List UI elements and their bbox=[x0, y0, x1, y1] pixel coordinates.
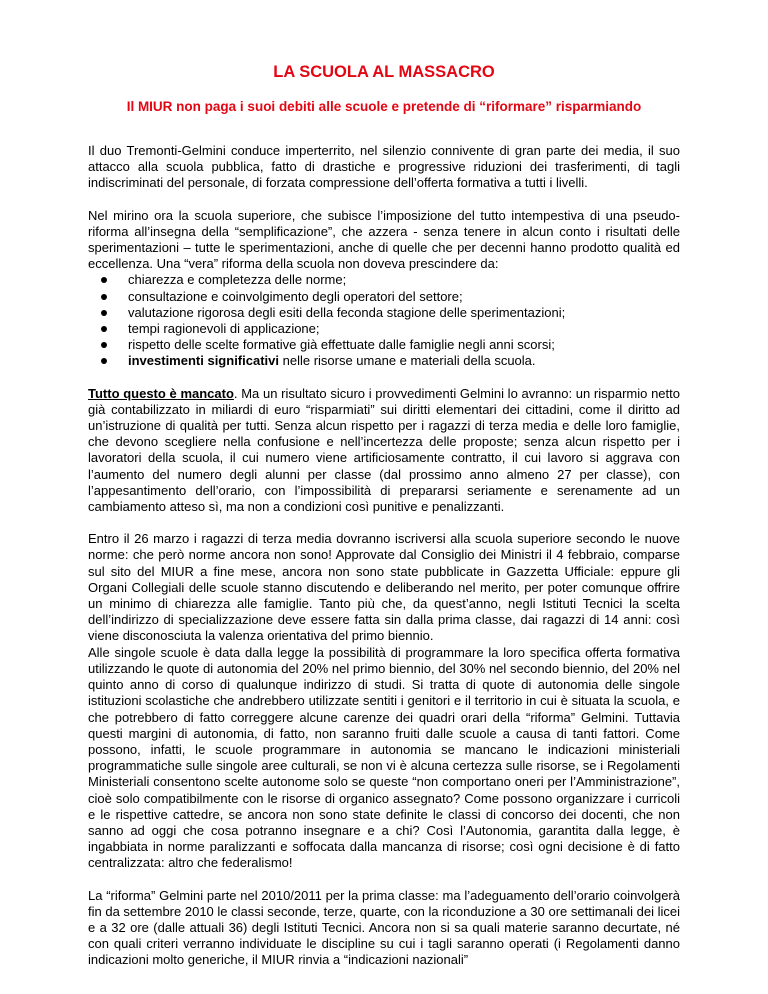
list-item: valutazione rigorosa degli esiti della feconda stagione delle sperimentazioni; bbox=[99, 305, 680, 321]
list-item: consultazione e coinvolgimento degli operatori del settore; bbox=[99, 289, 680, 305]
list-item: investimenti significativi nelle risorse umane e materiali della scuola. bbox=[99, 353, 680, 369]
paragraph-6: La “riforma” Gelmini parte nel 2010/2011 per la prima classe: ma l’adeguamento dell’orario coinvolgerà fin da settembre 2010 le classi seconde, terze, quarte, con la riconduzione a 30 ore settimanali dei licei e a 32 ore (dalle attuali 36) degli Istituti Tecnici. Ancora non si sa quali materie saranno decurtate, né con quali criteri verranno individuate le discipline su cui i tagli saranno operati (i Regolamenti danno indicazioni molto generiche, il MIUR rinvia a “indicazioni nazionali” bbox=[88, 887, 680, 968]
list-item: chiarezza e completezza delle norme; bbox=[99, 272, 680, 288]
bullet-icon bbox=[101, 326, 107, 332]
bullet-icon bbox=[101, 294, 107, 300]
paragraph-4: Entro il 26 marzo i ragazzi di terza media dovranno iscriversi alla scuola superiore secondo le nuove norme: che però norme ancora non sono! Approvate dal Consiglio dei Ministri il 4 febbraio, comparse sul sito del MIUR a fine mese, ancora non sono state pubblicate in Gazzetta Ufficiale: eppure gli Organi Collegiali delle scuole stanno discutendo e deliberando nel merito, per poter comunque offrire un minimo di chiarezza alle famiglie. Tanto più che, da quest’anno, negli Istituti Tecnici la scelta dell’indirizzo di specializzazione deve essere fatta sin dalla prima classe, dai ragazzi di 14 anni: così viene disconosciuta la valenza orientativa del primo biennio. bbox=[88, 531, 680, 644]
paragraph-1: Il duo Tremonti-Gelmini conduce imperterrito, nel silenzio connivente di gran parte dei media, il suo attacco alla scuola pubblica, fatto di drastiche e progressive riduzioni dei trasferimenti, di tagli indiscriminati del personale, di forzata compressione dell’offerta formativa a tutti i livelli. bbox=[88, 143, 680, 191]
document-title: LA SCUOLA AL MASSACRO bbox=[273, 63, 495, 81]
paragraph-5: Alle singole scuole è data dalla legge la possibilità di programmare la loro specifica offerta formativa utilizzando le quote di autonomia del 20% nel primo biennio, del 30% nel secondo biennio, del 20% nel quinto anno di corso di qualunque indirizzo di studi. Si tratta di quote di autonomia delle singole istituzioni scolastiche che andrebbero utilizzate sentiti i genitori e il territorio in cui è situata la scuola, e che potrebbero di fatto correggere alcune carenze dei quadri orari della “riforma” Gelmini. Tuttavia questi margini di autonomia, di fatto, non saranno fruiti dalle scuole a causa di tanti fattori. Come possono, infatti, le scuole programmare in autonomia se mancano le indicazioni ministeriali programmatiche sulle singole aree culturali, se non vi è alcuna certezza sulle risorse, se i Regolamenti Ministeriali consentono scelte autonome solo se queste “non comportano oneri per l’Amministrazione”, cioè solo compatibilmente con le risorse di organico assegnato? Come possono organizzare i curricoli e le rispettive cattedre, se ancora non sono state definite le classi di concorso dei docenti, che non sanno ad oggi che cosa potranno insegnare e a chi? Così l’Autonomia, garantita dalla legge, è ingabbiata in norme paralizzanti e soffocata dalla mancanza di risorse; così ogni decisione è di fatto centralizzata: altro che federalismo! bbox=[88, 644, 680, 871]
paragraph-3: Tutto questo è mancato. Ma un risultato sicuro i provvedimenti Gelmini lo avranno: un risparmio netto già contabilizzato in miliardi di euro “risparmiati” sui diritti elementari dei cittadini, come il diritto ad un’istruzione di qualità per tutti. Senza alcun rispetto per i ragazzi di terza media e delle loro famiglie, che devono sceglierе nella confusione e nell’incertezza delle proposte; senza alcun rispetto per i lavoratori della scuola, il cui numero viene artificiosamente contratto, il cui lavoro si aggrava con l’aumento del numero degli alunni per classe (dal prossimo anno almeno 27 per classe), con l’appesantimento dell’orario, con l’impossibilità di prepararsi seriamente e serenamente ad un cambiamento atteso sì, ma non a condizioni così punitive e penalizzanti. bbox=[88, 385, 680, 515]
list-item: rispetto delle scelte formative già effettuate dalle famiglie negli anni scorsi; bbox=[99, 337, 680, 353]
bullet-icon bbox=[101, 277, 107, 283]
bullet-icon bbox=[101, 358, 107, 364]
bullet-icon bbox=[101, 342, 107, 348]
paragraph-lead: Tutto questo è mancato bbox=[88, 385, 234, 401]
document-subtitle: Il MIUR non paga i suoi debiti alle scuole e pretende di “riformare” risparmiando bbox=[126, 99, 642, 114]
paragraph-2: Nel mirino ora la scuola superiore, che subisce l’imposizione del tutto intempestiva di una pseudo-riforma all’insegna della “semplificazione”, che azzera - senza tenere in alcun conto i risultati delle sperimentazioni – tutte le sperimentazioni, anche di quelle che per decenni hanno prodotto qualità ed eccellenza. Una “vera” riforma della scuola non doveva prescindere da: bbox=[88, 207, 680, 272]
requirements-list bbox=[88, 272, 680, 369]
bullet-icon bbox=[101, 310, 107, 316]
list-item: tempi ragionevoli di applicazione; bbox=[99, 321, 680, 337]
emphasis-text: investimenti significativi bbox=[128, 353, 279, 369]
